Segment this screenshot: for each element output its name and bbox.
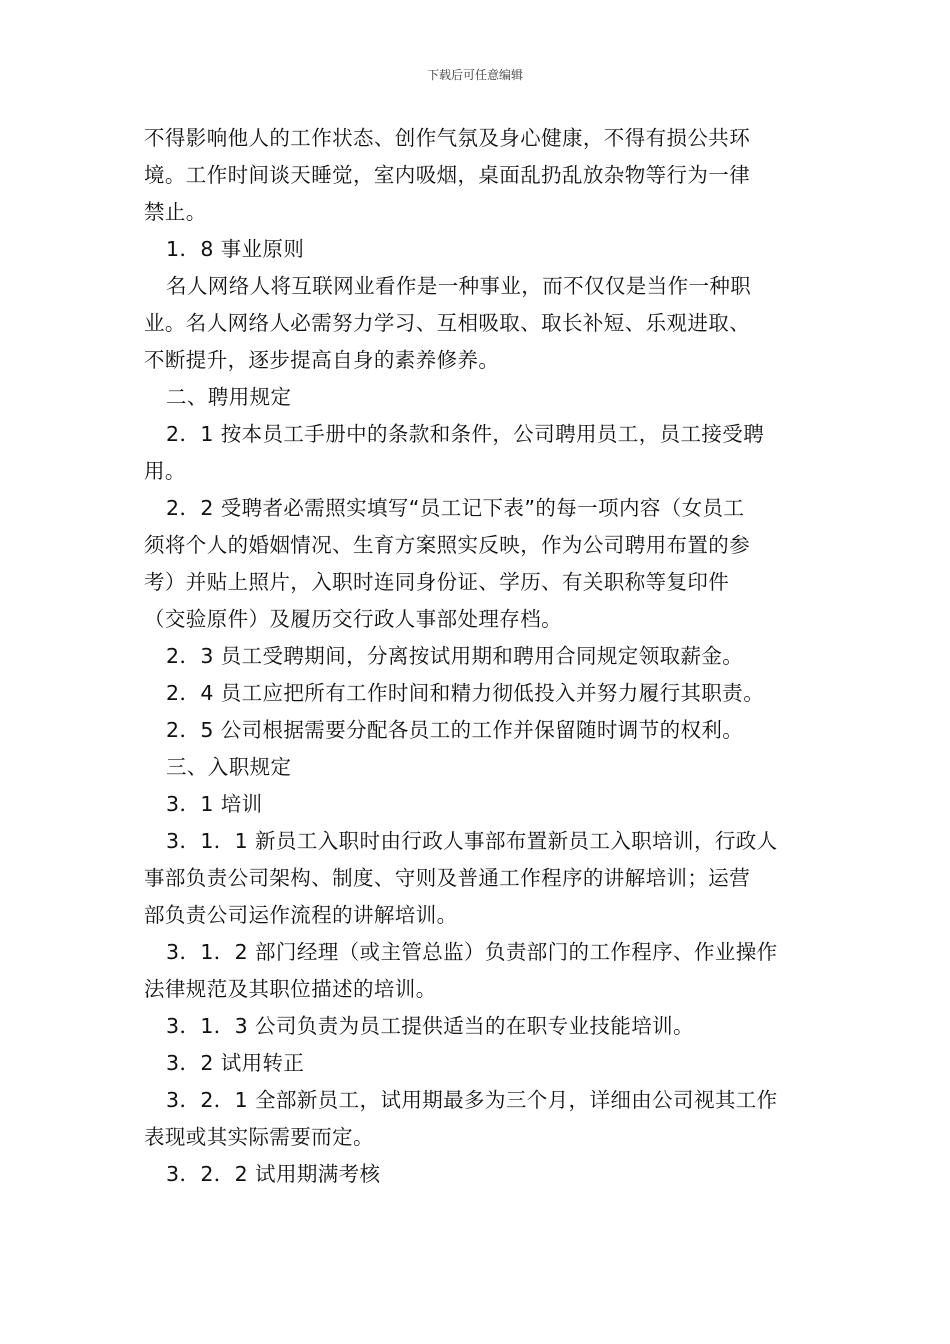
text-line: 法律规范及其职位描述的培训。: [144, 977, 437, 1001]
text-line: 3．2 试用转正: [166, 1051, 305, 1075]
text-line: 部负责公司运作流程的讲解培训。: [144, 903, 458, 927]
text-line: 2．2 受聘者必需照实填写“员工记下表”的每一项内容（女员工: [166, 496, 745, 520]
text-line: 不断提升，逐步提高自身的素养修养。: [144, 348, 500, 372]
text-line: 2．4 员工应把所有工作时间和精力彻低投入并努力履行其职责。: [166, 681, 765, 705]
text-line: 二、聘用规定: [166, 385, 292, 409]
text-line: 用。: [144, 459, 186, 483]
text-line: 1．8 事业原则: [166, 237, 305, 261]
text-line: 境。工作时间谈天睡觉，室内吸烟，桌面乱扔乱放杂物等行为一律: [144, 163, 751, 187]
text-line: 3．1．3 公司负责为员工提供适当的在职专业技能培训。: [166, 1014, 694, 1038]
text-line: 2．5 公司根据需要分配各员工的工作并保留随时调节的权利。: [166, 718, 744, 742]
text-line: 3．2．1 全部新员工，试用期最多为三个月，详细由公司视其工作: [166, 1088, 778, 1112]
text-line: 禁止。: [144, 200, 207, 224]
text-line: 2．1 按本员工手册中的条款和条件，公司聘用员工，员工接受聘: [166, 422, 765, 446]
document-body: [144, 120, 810, 1193]
text-line: 须将个人的婚姻情况、生育方案照实反映，作为公司聘用布置的参: [144, 533, 751, 557]
text-line: 名人网络人将互联网业看作是一种事业，而不仅仅是当作一种职: [166, 274, 752, 298]
text-line: （交验原件）及履历交行政人事部处理存档。: [144, 607, 562, 631]
text-line: 事部负责公司架构、制度、守则及普通工作程序的讲解培训；运营: [144, 866, 751, 890]
text-line: 3．1 培训: [166, 792, 263, 816]
text-line: 2．3 员工受聘期间，分离按试用期和聘用合同规定领取薪金。: [166, 644, 744, 668]
text-line: 三、入职规定: [166, 755, 292, 779]
text-line: 不得影响他人的工作状态、创作气氛及身心健康，不得有损公共环: [144, 126, 751, 150]
text-line: 3．2．2 试用期满考核: [166, 1162, 381, 1186]
text-line: 表现或其实际需要而定。: [144, 1125, 374, 1149]
page-header: 下载后可任意编辑: [426, 68, 523, 82]
text-line: 业。名人网络人必需努力学习、互相吸取、取长补短、乐观进取、: [144, 311, 751, 335]
text-line: 3．1．1 新员工入职时由行政人事部布置新员工入职培训，行政人: [166, 829, 778, 853]
text-line: 考）并贴上照片，入职时连同身份证、学历、有关职称等复印件: [144, 570, 730, 594]
text-line: 3．1．2 部门经理（或主管总监）负责部门的工作程序、作业操作: [166, 940, 778, 964]
